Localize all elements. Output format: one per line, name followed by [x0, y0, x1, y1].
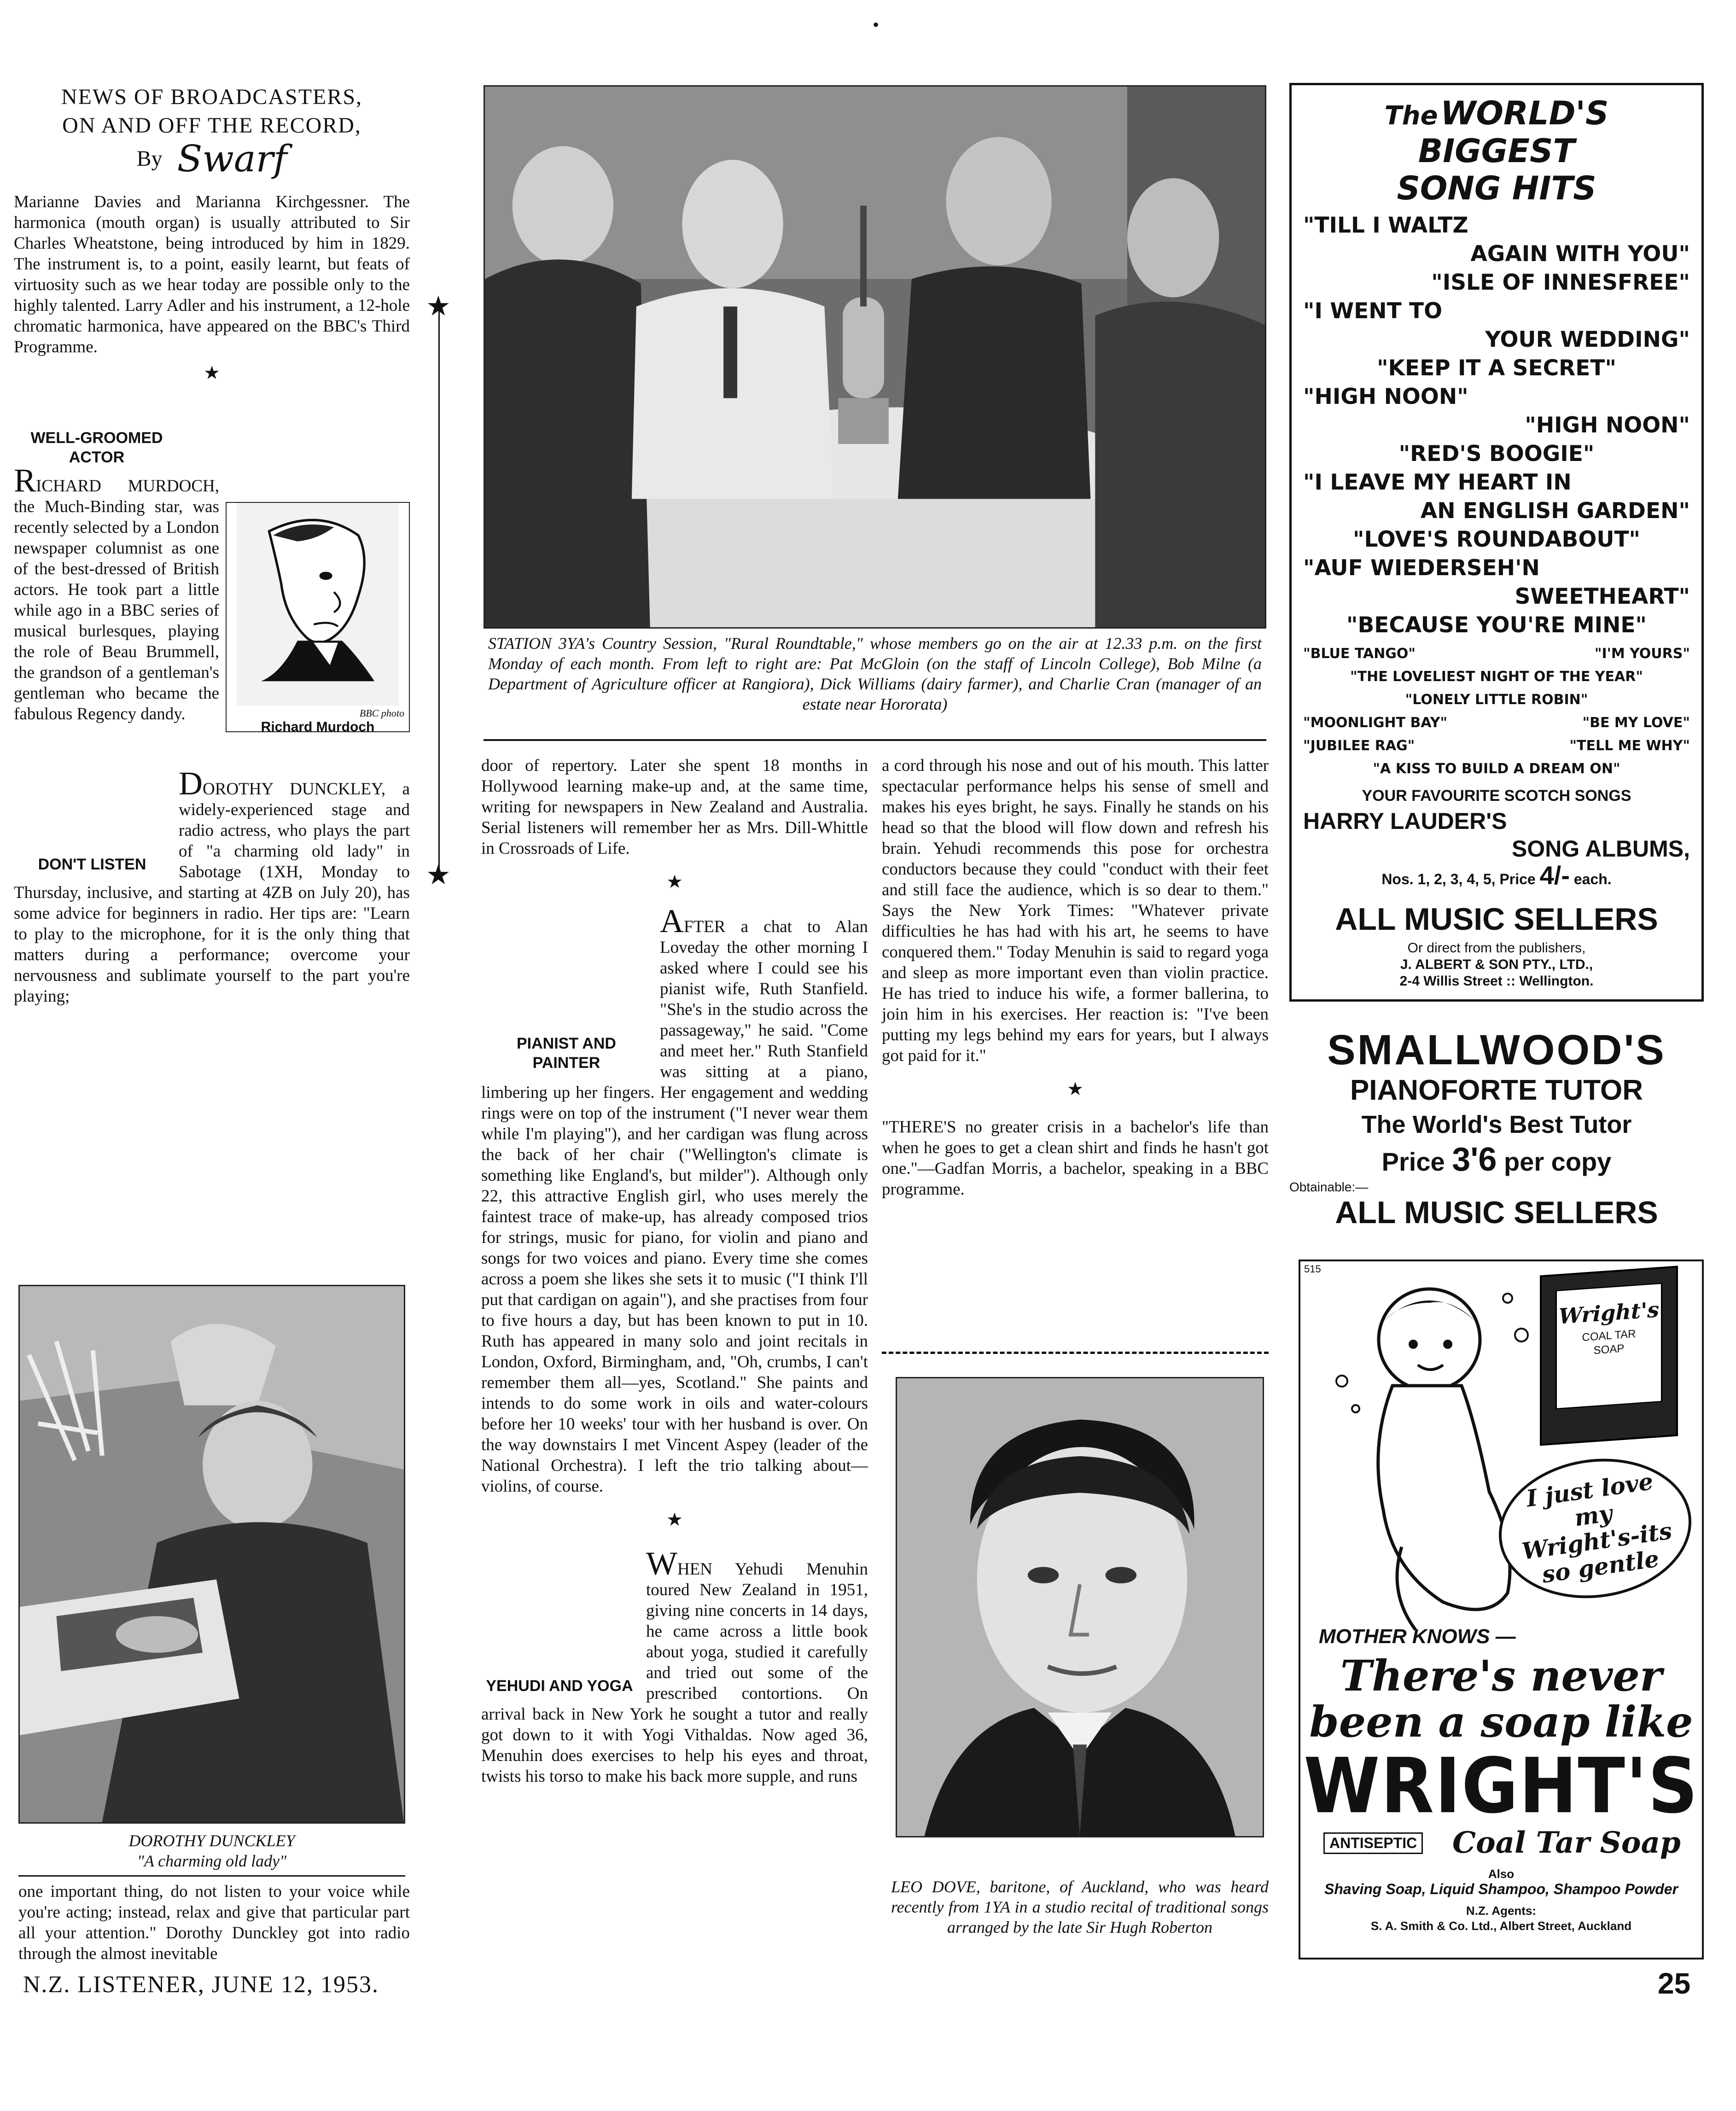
song-list-big	[1303, 211, 1690, 640]
soap-tin	[1540, 1266, 1678, 1446]
publisher-address: 2-4 Willis Street :: Wellington.	[1399, 974, 1594, 989]
song-line: AGAIN WITH YOU"	[1470, 241, 1690, 267]
wrights-also-items: Shaving Soap, Liquid Shampoo, Shampoo Powder	[1324, 1881, 1678, 1897]
dunckley-caption-quote: "A charming old lady"	[137, 1852, 287, 1870]
dunckley-caption	[18, 1831, 405, 1871]
publisher-name: J. ALBERT & SON PTY., LTD.,	[1400, 957, 1593, 972]
dunckley-subhead: DON'T LISTEN	[38, 855, 146, 873]
header-line-2: ON AND OFF THE RECORD,	[62, 113, 361, 138]
song-title: "LONELY LITTLE ROBIN"	[1405, 692, 1588, 708]
murdoch-dropcap: R	[14, 461, 36, 499]
smallwood-title: SMALLWOOD'S	[1327, 1026, 1666, 1073]
author-signature: Swarf	[177, 137, 287, 180]
menuhin-dropcap: W	[646, 1545, 677, 1582]
side-rule-star-bottom: ★	[426, 860, 451, 890]
stanfield-paragraph	[481, 903, 868, 1497]
song-row	[1303, 711, 1690, 735]
dunckley-continued	[18, 1881, 410, 1966]
separator-star: ★	[204, 362, 220, 383]
leo-dove-photo	[896, 1377, 1264, 1837]
song-title: "THE LOVELIEST NIGHT OF THE YEAR"	[1350, 669, 1643, 685]
dunckley-caption-rule	[18, 1875, 405, 1877]
lauder-each: each.	[1573, 871, 1612, 887]
soap-tin-line-1: COAL TAR	[1582, 1327, 1636, 1344]
wrights-also: Also	[1488, 1867, 1515, 1881]
issue-footer: N.Z. LISTENER, JUNE 12, 1953.	[23, 1971, 379, 1998]
song-hits-title	[1303, 94, 1690, 207]
song-line: "BECAUSE YOU'RE MINE"	[1346, 612, 1647, 638]
lauder-price	[1303, 863, 1690, 892]
song-list-small	[1303, 642, 1690, 781]
song-line: "HIGH NOON"	[1525, 413, 1690, 438]
song-line: "TILL I WALTZ	[1303, 213, 1468, 238]
lauder-price-value: 4/-	[1539, 861, 1570, 890]
dunckley-end-paragraph: door of repertory. Later she spent 18 months in Hollywood learning make-up and, at the same time, writing for newspapers in New Zealand and Australia. Serial listeners will remember her as Mrs. Dill-Whittle in Crossroads of Life.	[481, 756, 868, 858]
song-row	[1303, 642, 1690, 665]
top-mark: •	[873, 14, 880, 35]
smallwood-price-label: Price	[1381, 1147, 1445, 1176]
crisis-paragraph: "THERE'S no greater crisis in a bachelor's life than when he goes to get a clean shirt and finds he hasn't got one."—Gadfan Morris, a bachelor, speaking in a BBC programme.	[882, 1118, 1269, 1199]
side-rule-star-top: ★	[426, 291, 451, 321]
slogan-line-1: There's never	[1340, 1651, 1662, 1701]
song-title: "JUBILEE RAG"	[1303, 738, 1415, 754]
song-row	[1303, 688, 1690, 711]
rural-roundtable-photo	[484, 85, 1266, 629]
smallwood-obtainable: Obtainable:—	[1289, 1180, 1369, 1194]
menuhin-subhead: YEHUDI AND YOGA	[486, 1677, 633, 1695]
speech-bubble: I just love my Wright's-its so gentle	[1490, 1446, 1701, 1610]
dunckley-caption-name: DOROTHY DUNCKLEY	[128, 1831, 295, 1850]
wrights-agents-label: N.Z. Agents:	[1466, 1904, 1537, 1918]
wrights-agents: S. A. Smith & Co. Ltd., Albert Street, Auckland	[1370, 1919, 1632, 1933]
column-1-side-rule	[438, 309, 440, 875]
header-line-1: NEWS OF BROADCASTERS,	[61, 85, 363, 109]
song-title: "I'M YOURS"	[1594, 646, 1690, 662]
murdoch-subhead: WELL-GROOMED ACTOR	[30, 429, 163, 466]
murdoch-article	[14, 387, 410, 735]
separator-star: ★	[1067, 1079, 1084, 1099]
scotch-songs: YOUR FAVOURITE SCOTCH SONGS	[1362, 787, 1631, 805]
song-title: "MOONLIGHT BAY"	[1303, 715, 1448, 731]
dunckley-dropcap: D	[179, 764, 203, 802]
wrights-brand: WRIGHT'S	[1304, 1742, 1699, 1831]
baby-illustration	[1314, 1271, 1544, 1648]
separator-star: ★	[666, 871, 683, 892]
section-header	[14, 83, 410, 180]
smallwood-price-value: 3'6	[1452, 1141, 1497, 1178]
column-2	[481, 755, 868, 1789]
smallwood-ad	[1289, 1027, 1704, 1231]
song-title: "TELL ME WHY"	[1569, 738, 1690, 754]
lauder-nos: Nos. 1, 2, 3, 4, 5, Price	[1381, 871, 1536, 887]
wrights-product: Coal Tar Soap	[1452, 1825, 1681, 1860]
dunckley-paragraph	[14, 764, 410, 1007]
dunckley-continued-paragraph: one important thing, do not listen to your voice while you're acting; instead, relax and give that particular part all your attention." Dorothy Dunckley got into radio through the almost inevitable	[18, 1882, 410, 1963]
song-line: "I WENT TO	[1303, 298, 1443, 324]
column-1	[14, 83, 410, 1009]
soap-tin-brand: Wright's	[1558, 1297, 1660, 1329]
wrights-ad-code: 515	[1304, 1263, 1321, 1275]
smallwood-subtitle: PIANOFORTE TUTOR	[1350, 1074, 1643, 1106]
song-line: "RED'S BOOGIE"	[1398, 441, 1595, 467]
byline	[14, 137, 410, 180]
song-line: "I LEAVE MY HEART IN	[1303, 470, 1572, 495]
song-row	[1303, 758, 1690, 781]
dunckley-text: OROTHY DUNCKLEY, a widely-experienced stage and radio actress, who plays the part of "a charming old lady" in Sabotage (1XH, Monday to Thursday, inclusive, and starting at 4ZB on July 20), has some advice for beginners in radio. Her tips are: "Learn to play to the microphone, for it is the only thing that matters during a performance; overcome your nervousness and sublimate yourself to the part you're playing;	[14, 779, 410, 1006]
separator-star: ★	[666, 1509, 683, 1530]
song-row	[1303, 735, 1690, 758]
column-3	[882, 755, 1269, 1201]
menuhin-text: HEN Yehudi Menuhin toured New Zealand in 1951, giving nine concerts in 14 days, he came across a little book about yoga, studied it carefully and tried out some of the prescribed contortions. On arrival back in New York he sought a tutor and really got down to it with Yogi Vithaldas. Now aged 36, Menuhin does exercises to help his eyes and throat, twists his torso to make his back more supple, and runs	[481, 1560, 868, 1786]
dunckley-photo	[18, 1285, 405, 1824]
song-title: "A KISS TO BUILD A DREAM ON"	[1373, 761, 1620, 777]
stanfield-subhead: PIANIST AND PAINTER	[517, 1035, 616, 1072]
leo-dove-caption: LEO DOVE, baritone, of Auckland, who was heard recently from 1YA in a studio recital of traditional songs arranged by the late Sir Hugh Roberton	[891, 1878, 1269, 1936]
publisher-direct: Or direct from the publishers,	[1407, 940, 1586, 956]
menuhin-paragraph	[481, 1545, 868, 1787]
song-line: SWEETHEART"	[1515, 584, 1690, 609]
song-title: "BE MY LOVE"	[1582, 715, 1690, 731]
dashed-separator	[882, 1352, 1269, 1354]
song-line: "LOVE'S ROUNDABOUT"	[1352, 527, 1641, 552]
byline-by: By	[136, 146, 163, 171]
song-line: "ISLE OF INNESFREE"	[1431, 270, 1690, 295]
song-hits-ad	[1289, 83, 1704, 1002]
song-line: YOUR WEDDING"	[1485, 327, 1690, 352]
harmonica-paragraph: Marianne Davies and Marianna Kirchgessner. The harmonica (mouth organ) is usually attributed to Sir Charles Wheatstone, being introduced by him in 1829. The instrument is, to a point, easily learnt, but feats of virtuosity such as we hear today are possible only to the highly talented. Larry Adler and his instrument, a 12-hole chromatic harmonica, have appeared on the BBC's Third Programme.	[14, 192, 410, 356]
wrights-ad	[1299, 1260, 1704, 1959]
stanfield-text: FTER a chat to Alan Loveday the other morning I asked where I could see his pianist wife, Ruth Stanfield. "She's in the studio across the passageway," he said. "Come and meet her." Ruth Stanfield was sitting at a piano, limbering up her fingers. Her engagement and wedding rings were on top of the instrument ("I never wear them while I'm playing"), and her cardigan was flung across the back of her chair ("Wellington's climate is something like England's, but milder"). Although only 22, this attractive English girl, who uses merely the faintest trace of make-up, has already composed trios for strings, music for piano, for violin and piano and songs for two voices and piano. Every time she comes across a poem she likes she sets it to music ("I think I'll put that cardigan on again"), and she practises from four to five hours a day, but has been known to put in 10. Ruth has appeared in many solo and joint recitals in London, Oxford, Birmingham, and, "Oh, crumbs, I can't remember them all—yes, Scotland." She paints and intends to do some work in oils and water-colours before her 10 weeks' tour with her husband is over. On the way downstairs I met Vincent Aspey (leader of the National Orchestra). I left the trio talking about—violins, of course.	[481, 917, 868, 1496]
song-hits-title-main: WORLD'S BIGGEST	[1418, 94, 1609, 170]
song-hits-title-sub: SONG HITS	[1397, 169, 1596, 207]
smallwood-per: per copy	[1503, 1147, 1612, 1176]
song-line: "AUF WIEDERSEH'N	[1303, 555, 1540, 581]
stanfield-dropcap: A	[660, 903, 684, 939]
dunckley-article	[14, 764, 410, 1007]
song-line: "HIGH NOON"	[1303, 384, 1468, 409]
soap-tin-line-2: SOAP	[1593, 1342, 1625, 1357]
lauder-line-1: HARRY LAUDER'S	[1303, 808, 1507, 834]
murdoch-text: ICHARD MURDOCH, the Much-Binding star, was recently selected by a London newspaper columnist as one of the best-dressed of British actors. He took part a little while ago in a BBC series of musical burlesques, playing the role of Beau Brummell, the grandson of a gentleman's gentleman who became the fabulous Regency dandy.	[14, 476, 219, 723]
song-row	[1303, 665, 1690, 688]
menuhin-continued-paragraph: a cord through his nose and out of his mouth. This latter spectacular performance helps his sense of smell and makes his eyes bright, he says. Finally he stands on his head so that the blood will flow down and refresh his brain. Yehudi recommends this pose for orchestra conductors because they could "conduct with their feet and still face the audience, which is so dear to them." Says the New York Times: "Whatever private difficulties he has had with his art, he seems to have conquered them." Today Menuhin is said to regard yoga and sleep as more important even than violin practice. He has tried to induce his wife, a former ballerina, to join him in his exercises. Her reaction is: "I've been putting my legs behind my ears for years, but I always got paid for it."	[882, 756, 1269, 1065]
photo-caption-rule	[484, 739, 1266, 741]
antiseptic-badge: ANTISEPTIC	[1323, 1832, 1423, 1854]
slogan-line-2: been a soap like	[1309, 1697, 1693, 1747]
rural-roundtable-caption: STATION 3YA's Country Session, "Rural Roundtable," whose members go on the air at 12.33 p.m. on the first Monday of each month. From left to right are: Pat McGloin (on the staff of Lincoln College), Bob Milne (a Department of Agriculture officer at Rangiora), Dick Williams (dairy farmer), and Charlie Cran (manager of an estate near Hororata)	[488, 634, 1262, 713]
mother-knows: MOTHER KNOWS —	[1319, 1625, 1516, 1648]
photo-credit: BBC photo	[359, 707, 404, 719]
song-title: "BLUE TANGO"	[1303, 646, 1416, 662]
song-line: AN ENGLISH GARDEN"	[1420, 498, 1690, 524]
murdoch-portrait	[226, 502, 410, 735]
smallwood-sellers: ALL MUSIC SELLERS	[1335, 1195, 1658, 1230]
lauder-line-2: SONG ALBUMS,	[1511, 836, 1690, 862]
all-music-sellers: ALL MUSIC SELLERS	[1335, 902, 1658, 937]
smallwood-tag: The World's Best Tutor	[1361, 1111, 1632, 1138]
song-line: "KEEP IT A SECRET"	[1377, 356, 1616, 381]
smallwood-price	[1289, 1141, 1704, 1180]
page-number: 25	[1658, 1967, 1691, 2000]
song-hits-title-the: The	[1384, 101, 1438, 131]
murdoch-photo-caption: Richard Murdoch	[261, 719, 375, 735]
